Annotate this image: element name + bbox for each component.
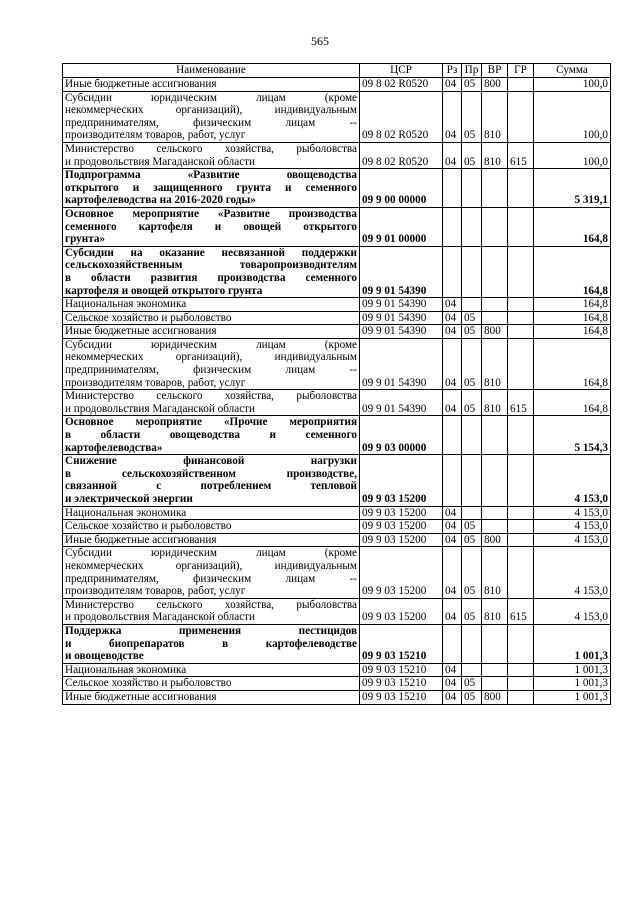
row-name-cell — [63, 142, 360, 168]
row-csr-cell: 09 9 01 54390 — [360, 325, 443, 339]
row-vr-cell: 800 — [482, 690, 508, 704]
row-csr-cell: 09 9 03 15200 — [360, 533, 443, 547]
row-csr-cell: 09 9 01 54390 — [360, 246, 443, 297]
row-vr-cell — [482, 663, 508, 677]
row-name-cell — [63, 624, 360, 663]
page-number: 565 — [311, 34, 329, 48]
row-name-line: и продовольствия Магаданской области — [65, 155, 256, 168]
row-vr-cell: 810 — [482, 390, 508, 416]
row-vr-cell — [482, 298, 508, 312]
row-name-line: предпринимателям, физическим лицам -- — [65, 116, 357, 129]
table-row — [63, 390, 611, 416]
row-name-line: и продовольствия Магаданской области — [65, 611, 256, 624]
row-csr-cell: 09 9 01 54390 — [360, 311, 443, 325]
row-name-line: картофелеводства» — [65, 441, 163, 454]
row-csr-cell: 09 9 01 54390 — [360, 338, 443, 389]
row-pr-cell: 05 — [462, 91, 482, 142]
row-name-line: Субсидии юридическим лицам (кроме — [65, 91, 357, 104]
header-pr: Пр — [462, 64, 482, 78]
row-name-line: Поддержка применения пестицидов — [65, 624, 357, 637]
row-name-cell — [63, 455, 360, 506]
row-sum-cell: 164,8 — [534, 325, 611, 339]
table-row — [63, 547, 611, 598]
row-name-line: производителям товаров, работ, услуг — [65, 129, 246, 142]
row-pr-cell: 05 — [462, 338, 482, 389]
table-row — [63, 169, 611, 208]
row-rz-cell — [443, 455, 462, 506]
row-gr-cell — [508, 455, 534, 506]
table-row — [63, 311, 611, 325]
row-rz-cell: 04 — [443, 533, 462, 547]
row-sum-cell: 5 319,1 — [534, 169, 611, 208]
row-name-line: производителям товаров, работ, услуг — [65, 376, 246, 389]
row-name-line: Сельское хозяйство и рыболовство — [65, 311, 232, 324]
row-gr-cell — [508, 520, 534, 534]
row-pr-cell: 05 — [462, 520, 482, 534]
row-gr-cell — [508, 506, 534, 520]
row-name-line: Субсидии юридическим лицам (кроме — [65, 547, 357, 560]
row-name-line: Иные бюджетные ассигнования — [65, 533, 217, 546]
row-gr-cell — [508, 690, 534, 704]
row-csr-cell: 09 9 03 15200 — [360, 598, 443, 624]
row-name-line: некоммерческих организаций), индивидуальным — [65, 104, 357, 117]
row-name-line: Иные бюджетные ассигнования — [65, 325, 217, 338]
row-sum-cell: 4 153,0 — [534, 547, 611, 598]
table-row — [63, 325, 611, 339]
row-name-line: Министерство сельского хозяйства, рыболовства — [65, 390, 357, 403]
row-name-line: открытого и защищенного грунта и семенного — [65, 181, 357, 194]
row-pr-cell — [462, 663, 482, 677]
row-name-cell — [63, 547, 360, 598]
row-vr-cell — [482, 506, 508, 520]
row-gr-cell: 615 — [508, 598, 534, 624]
row-vr-cell: 810 — [482, 598, 508, 624]
row-name-line: в сельскохозяйственном производстве, — [65, 467, 357, 480]
row-name-cell — [63, 169, 360, 208]
row-name-line: и продовольствия Магаданской области — [65, 402, 256, 415]
row-csr-cell: 09 9 03 00000 — [360, 416, 443, 455]
row-pr-cell: 05 — [462, 547, 482, 598]
row-vr-cell: 800 — [482, 533, 508, 547]
row-name-cell — [63, 533, 360, 547]
row-vr-cell — [482, 624, 508, 663]
row-name-line: в области овощеводства и семенного — [65, 429, 357, 442]
row-sum-cell: 4 153,0 — [534, 506, 611, 520]
row-sum-cell: 1 001,3 — [534, 663, 611, 677]
row-sum-cell: 4 153,0 — [534, 455, 611, 506]
row-sum-cell: 100,0 — [534, 142, 611, 168]
row-vr-cell — [482, 677, 508, 691]
row-vr-cell — [482, 169, 508, 208]
row-pr-cell — [462, 207, 482, 246]
row-rz-cell: 04 — [443, 663, 462, 677]
row-rz-cell: 04 — [443, 311, 462, 325]
table-row — [63, 663, 611, 677]
table-row — [63, 677, 611, 691]
row-rz-cell: 04 — [443, 506, 462, 520]
row-vr-cell — [482, 207, 508, 246]
row-pr-cell: 05 — [462, 677, 482, 691]
row-name-line: и биопрепаратов в картофелеводстве — [65, 637, 357, 650]
row-name-cell — [63, 78, 360, 92]
table-row — [63, 533, 611, 547]
row-csr-cell: 09 9 03 15200 — [360, 455, 443, 506]
row-sum-cell: 164,8 — [534, 311, 611, 325]
row-rz-cell: 04 — [443, 390, 462, 416]
row-pr-cell — [462, 416, 482, 455]
row-sum-cell: 164,8 — [534, 298, 611, 312]
row-gr-cell — [508, 663, 534, 677]
header-vr: ВР — [482, 64, 508, 78]
header-csr: ЦСР — [360, 64, 443, 78]
row-pr-cell: 05 — [462, 533, 482, 547]
row-sum-cell: 5 154,3 — [534, 416, 611, 455]
row-sum-cell: 164,8 — [534, 338, 611, 389]
row-name-cell — [63, 311, 360, 325]
row-name-cell — [63, 298, 360, 312]
row-pr-cell — [462, 624, 482, 663]
row-gr-cell — [508, 91, 534, 142]
row-pr-cell: 05 — [462, 142, 482, 168]
row-pr-cell: 05 — [462, 598, 482, 624]
row-gr-cell — [508, 298, 534, 312]
row-gr-cell — [508, 624, 534, 663]
row-name-line: Сельское хозяйство и рыболовство — [65, 520, 232, 533]
row-pr-cell: 05 — [462, 311, 482, 325]
row-rz-cell — [443, 416, 462, 455]
row-vr-cell — [482, 416, 508, 455]
row-name-line: и электрической энергии — [65, 493, 193, 505]
row-name-cell — [63, 390, 360, 416]
row-rz-cell: 04 — [443, 91, 462, 142]
row-vr-cell: 800 — [482, 78, 508, 92]
row-name-line: предпринимателям, физическим лицам -- — [65, 364, 357, 377]
row-csr-cell: 09 8 02 R0520 — [360, 142, 443, 168]
row-name-line: некоммерческих организаций), индивидуальным — [65, 351, 357, 364]
header-sum: Сумма — [534, 64, 611, 78]
row-name-cell — [63, 506, 360, 520]
row-vr-cell: 810 — [482, 91, 508, 142]
row-sum-cell: 1 001,3 — [534, 690, 611, 704]
row-vr-cell: 800 — [482, 325, 508, 339]
row-name-cell — [63, 246, 360, 297]
row-csr-cell: 09 9 03 15210 — [360, 663, 443, 677]
row-name-line: картофелеводства на 2016-2020 годы» — [65, 194, 256, 207]
row-vr-cell: 810 — [482, 547, 508, 598]
row-sum-cell: 4 153,0 — [534, 520, 611, 534]
row-name-line: Субсидии на оказание несвязанной поддержки — [65, 246, 357, 259]
row-csr-cell: 09 9 03 15210 — [360, 677, 443, 691]
row-rz-cell: 04 — [443, 547, 462, 598]
row-rz-cell: 04 — [443, 338, 462, 389]
row-name-line: Иные бюджетные ассигнования — [65, 690, 217, 703]
row-sum-cell: 164,8 — [534, 246, 611, 297]
row-name-line: в области развития производства семенного — [65, 271, 357, 284]
row-pr-cell — [462, 169, 482, 208]
row-gr-cell — [508, 207, 534, 246]
row-rz-cell: 04 — [443, 142, 462, 168]
row-name-line: Иные бюджетные ассигнования — [65, 78, 217, 90]
row-sum-cell: 164,8 — [534, 390, 611, 416]
row-name-line: Основное мероприятие «Развитие производства — [65, 207, 357, 220]
row-name-cell — [63, 520, 360, 534]
table-body — [63, 78, 611, 705]
row-sum-cell: 100,0 — [534, 91, 611, 142]
row-gr-cell: 615 — [508, 142, 534, 168]
row-sum-cell: 100,0 — [534, 78, 611, 92]
row-csr-cell: 09 9 03 15200 — [360, 506, 443, 520]
row-name-cell — [63, 338, 360, 389]
table-row — [63, 416, 611, 455]
row-name-cell — [63, 207, 360, 246]
header-name: Наименование — [63, 64, 360, 78]
row-gr-cell — [508, 677, 534, 691]
row-rz-cell — [443, 207, 462, 246]
row-name-line: предпринимателям, физическим лицам -- — [65, 572, 357, 585]
row-name-cell — [63, 663, 360, 677]
row-rz-cell — [443, 246, 462, 297]
row-csr-cell: 09 9 03 15210 — [360, 690, 443, 704]
row-gr-cell: 615 — [508, 390, 534, 416]
row-rz-cell: 04 — [443, 325, 462, 339]
row-rz-cell: 04 — [443, 677, 462, 691]
row-vr-cell — [482, 246, 508, 297]
row-gr-cell — [508, 325, 534, 339]
row-csr-cell: 09 9 01 54390 — [360, 390, 443, 416]
table-row — [63, 78, 611, 92]
row-csr-cell: 09 8 02 R0520 — [360, 78, 443, 92]
row-name-cell — [63, 325, 360, 339]
row-gr-cell — [508, 169, 534, 208]
row-name-line: Основное мероприятие «Прочие мероприятия — [65, 416, 357, 429]
row-gr-cell — [508, 533, 534, 547]
table-row — [63, 455, 611, 506]
table-row — [63, 506, 611, 520]
row-sum-cell: 4 153,0 — [534, 533, 611, 547]
row-gr-cell — [508, 246, 534, 297]
row-vr-cell — [482, 311, 508, 325]
row-name-line: Снижение финансовой нагрузки — [65, 455, 357, 468]
row-name-line: связанной с потреблением тепловой — [65, 480, 357, 493]
row-name-line: Национальная экономика — [65, 663, 187, 676]
row-name-cell — [63, 690, 360, 704]
row-csr-cell: 09 9 03 15200 — [360, 547, 443, 598]
row-name-line: Министерство сельского хозяйства, рыболовства — [65, 142, 357, 155]
row-name-line: Субсидии юридическим лицам (кроме — [65, 338, 357, 351]
row-pr-cell — [462, 298, 482, 312]
row-name-line: Министерство сельского хозяйства, рыболовства — [65, 598, 357, 611]
row-csr-cell: 09 9 01 54390 — [360, 298, 443, 312]
row-csr-cell: 09 9 03 15210 — [360, 624, 443, 663]
header-rz: Рз — [443, 64, 462, 78]
row-vr-cell — [482, 455, 508, 506]
row-name-line: картофеля и овощей открытого грунта — [65, 284, 263, 297]
table-header-row — [63, 64, 611, 78]
table-row — [63, 91, 611, 142]
row-name-line: и овощеводстве — [65, 650, 144, 663]
row-name-line: Подпрограмма «Развитие овощеводства — [65, 169, 357, 182]
row-name-line: Национальная экономика — [65, 298, 187, 311]
row-sum-cell: 1 001,3 — [534, 624, 611, 663]
budget-table — [62, 63, 611, 705]
row-sum-cell: 164,8 — [534, 207, 611, 246]
table-row — [63, 142, 611, 168]
row-name-cell — [63, 598, 360, 624]
table-row — [63, 298, 611, 312]
row-name-cell — [63, 677, 360, 691]
row-name-line: Сельское хозяйство и рыболовство — [65, 677, 232, 690]
row-gr-cell — [508, 311, 534, 325]
row-vr-cell: 810 — [482, 338, 508, 389]
row-pr-cell — [462, 506, 482, 520]
row-pr-cell: 05 — [462, 690, 482, 704]
row-csr-cell: 09 9 00 00000 — [360, 169, 443, 208]
row-rz-cell — [443, 624, 462, 663]
row-rz-cell: 04 — [443, 298, 462, 312]
row-vr-cell: 810 — [482, 142, 508, 168]
table-row — [63, 246, 611, 297]
table-row — [63, 624, 611, 663]
row-pr-cell: 05 — [462, 325, 482, 339]
row-name-line: производителям товаров, работ, услуг — [65, 585, 246, 598]
row-pr-cell: 05 — [462, 390, 482, 416]
row-csr-cell: 09 9 01 00000 — [360, 207, 443, 246]
row-name-cell — [63, 416, 360, 455]
table-row — [63, 338, 611, 389]
row-name-line: некоммерческих организаций), индивидуальным — [65, 559, 357, 572]
row-csr-cell: 09 8 02 R0520 — [360, 91, 443, 142]
row-rz-cell: 04 — [443, 78, 462, 92]
table-row — [63, 207, 611, 246]
row-gr-cell — [508, 547, 534, 598]
table-row — [63, 598, 611, 624]
row-gr-cell — [508, 416, 534, 455]
row-gr-cell — [508, 338, 534, 389]
row-sum-cell: 4 153,0 — [534, 598, 611, 624]
table-row — [63, 690, 611, 704]
row-rz-cell: 04 — [443, 598, 462, 624]
row-name-line: Национальная экономика — [65, 506, 187, 519]
row-gr-cell — [508, 78, 534, 92]
row-name-line: семенного картофеля и овощей открытого — [65, 220, 357, 233]
row-sum-cell: 1 001,3 — [534, 677, 611, 691]
row-vr-cell — [482, 520, 508, 534]
row-name-line: грунта» — [65, 233, 106, 246]
row-rz-cell: 04 — [443, 690, 462, 704]
row-pr-cell — [462, 455, 482, 506]
row-csr-cell: 09 9 03 15200 — [360, 520, 443, 534]
row-pr-cell: 05 — [462, 78, 482, 92]
row-pr-cell — [462, 246, 482, 297]
row-rz-cell: 04 — [443, 520, 462, 534]
header-gr: ГР — [508, 64, 534, 78]
row-name-cell — [63, 91, 360, 142]
table-row — [63, 520, 611, 534]
row-rz-cell — [443, 169, 462, 208]
row-name-line: сельскохозяйственным товаропроизводителям — [65, 259, 357, 272]
